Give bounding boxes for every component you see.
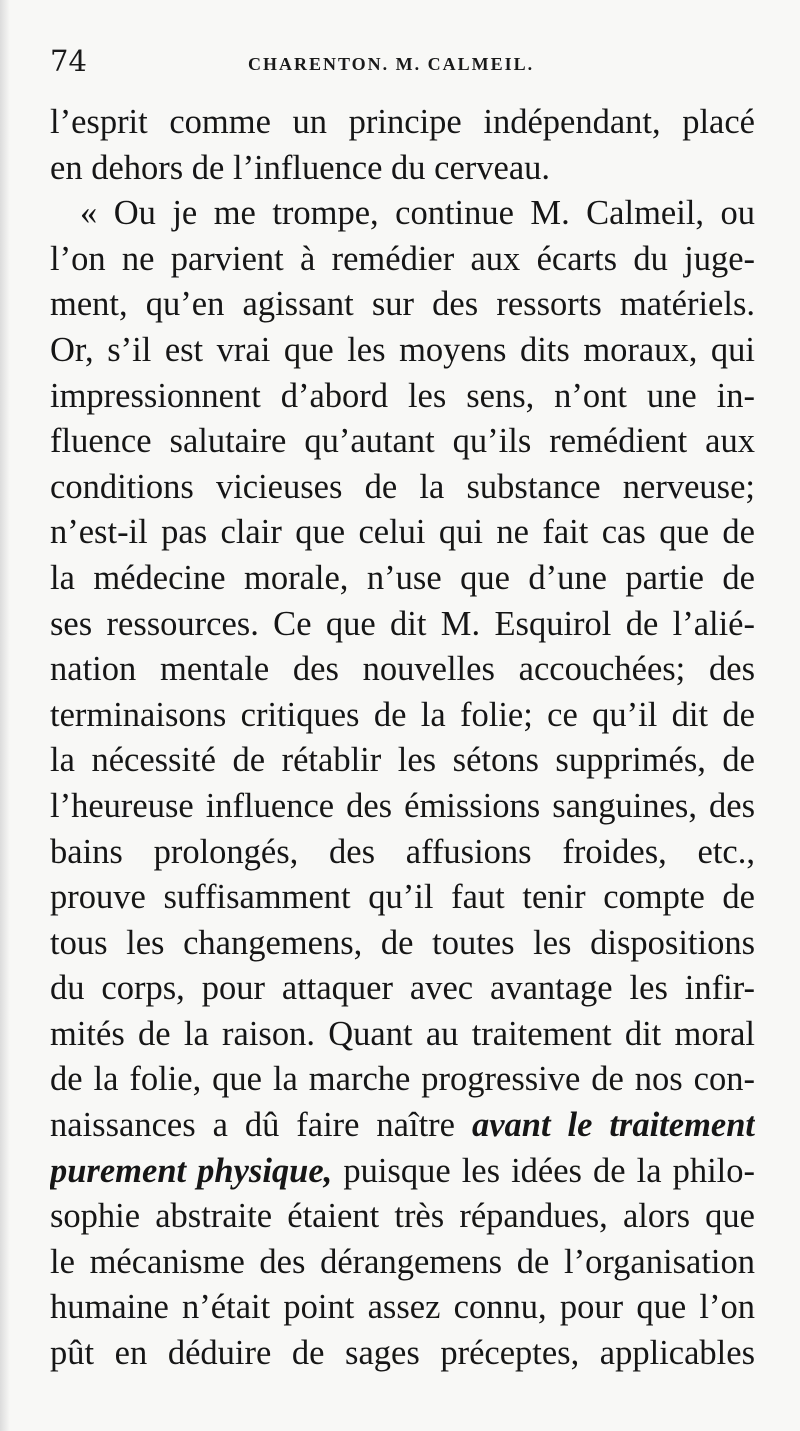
text-line: la nécessité de rétablir les sétons supprimés, de [50, 741, 755, 780]
text-line: humaine n’était point assez connu, pour que l’on [50, 1288, 755, 1327]
italic-emphasis: avant le traitement [471, 1106, 755, 1145]
text-line: pût en déduire de sages préceptes, applicables [50, 1334, 755, 1373]
text-line: du corps, pour attaquer avec avantage les infir- [50, 969, 755, 1008]
text-line: « Ou je me trompe, continue M. Calmeil, ou [80, 194, 755, 233]
text-line [50, 1149, 755, 1195]
text-line: fluence salutaire qu’autant qu’ils remédient aux [50, 422, 755, 461]
text-line: de la folie, que la marche progressive de nos con- [50, 1060, 755, 1099]
text-line: n’est-il pas clair que celui qui ne fait cas que de [50, 513, 755, 552]
text-line: la médecine morale, n’use que d’une partie de [50, 558, 755, 597]
page-header [48, 40, 758, 90]
text-line: Or, s’il est vrai que les moyens dits moraux, qui [50, 330, 755, 369]
text-line: terminaisons critiques de la folie; ce qu’il dit de [50, 695, 755, 734]
text-line: sophie abstraite étaient très répandues, alors que [50, 1197, 755, 1236]
text-segment: puisque les idées de la philo- [332, 1151, 755, 1190]
text-line: nation mentale des nouvelles accouchées; des [50, 650, 755, 689]
text-line: tous les changemens, de toutes les dispositions [50, 923, 755, 962]
text-line: prouve suffisamment qu’il faut tenir compte de [50, 878, 755, 917]
text-line [50, 1103, 755, 1149]
text-line: ses ressources. Ce que dit M. Esquirol de l’alié- [50, 604, 755, 643]
italic-emphasis: purement physique, [50, 1151, 333, 1190]
text-line: impressionnent d’abord les sens, n’ont une in- [50, 376, 755, 415]
text-line: le mécanisme des dérangemens de l’organisation [50, 1242, 755, 1281]
body-text [50, 100, 755, 1377]
text-line: l’on ne parvient à remédier aux écarts du juge- [50, 239, 755, 278]
text-line: bains prolongés, des affusions froides, etc., [50, 832, 755, 871]
text-line: mités de la raison. Quant au traitement dit moral [50, 1014, 755, 1053]
text-line: en dehors de l’influence du cerveau. [50, 148, 551, 187]
running-head: CHARENTON. M. CALMEIL. [248, 54, 535, 74]
page-number: 74 [50, 44, 87, 78]
page-edge-shadow [0, 0, 10, 1431]
text-line: l’heureuse influence des émissions sanguines, des [50, 786, 755, 825]
text-line: ment, qu’en agissant sur des ressorts matériels. [50, 285, 755, 324]
text-line: l’esprit comme un principe indépendant, placé [50, 103, 755, 141]
text-line: conditions vicieuses de la substance nerveuse; [50, 467, 755, 506]
text-segment: naissances a dû faire naître [50, 1106, 472, 1145]
